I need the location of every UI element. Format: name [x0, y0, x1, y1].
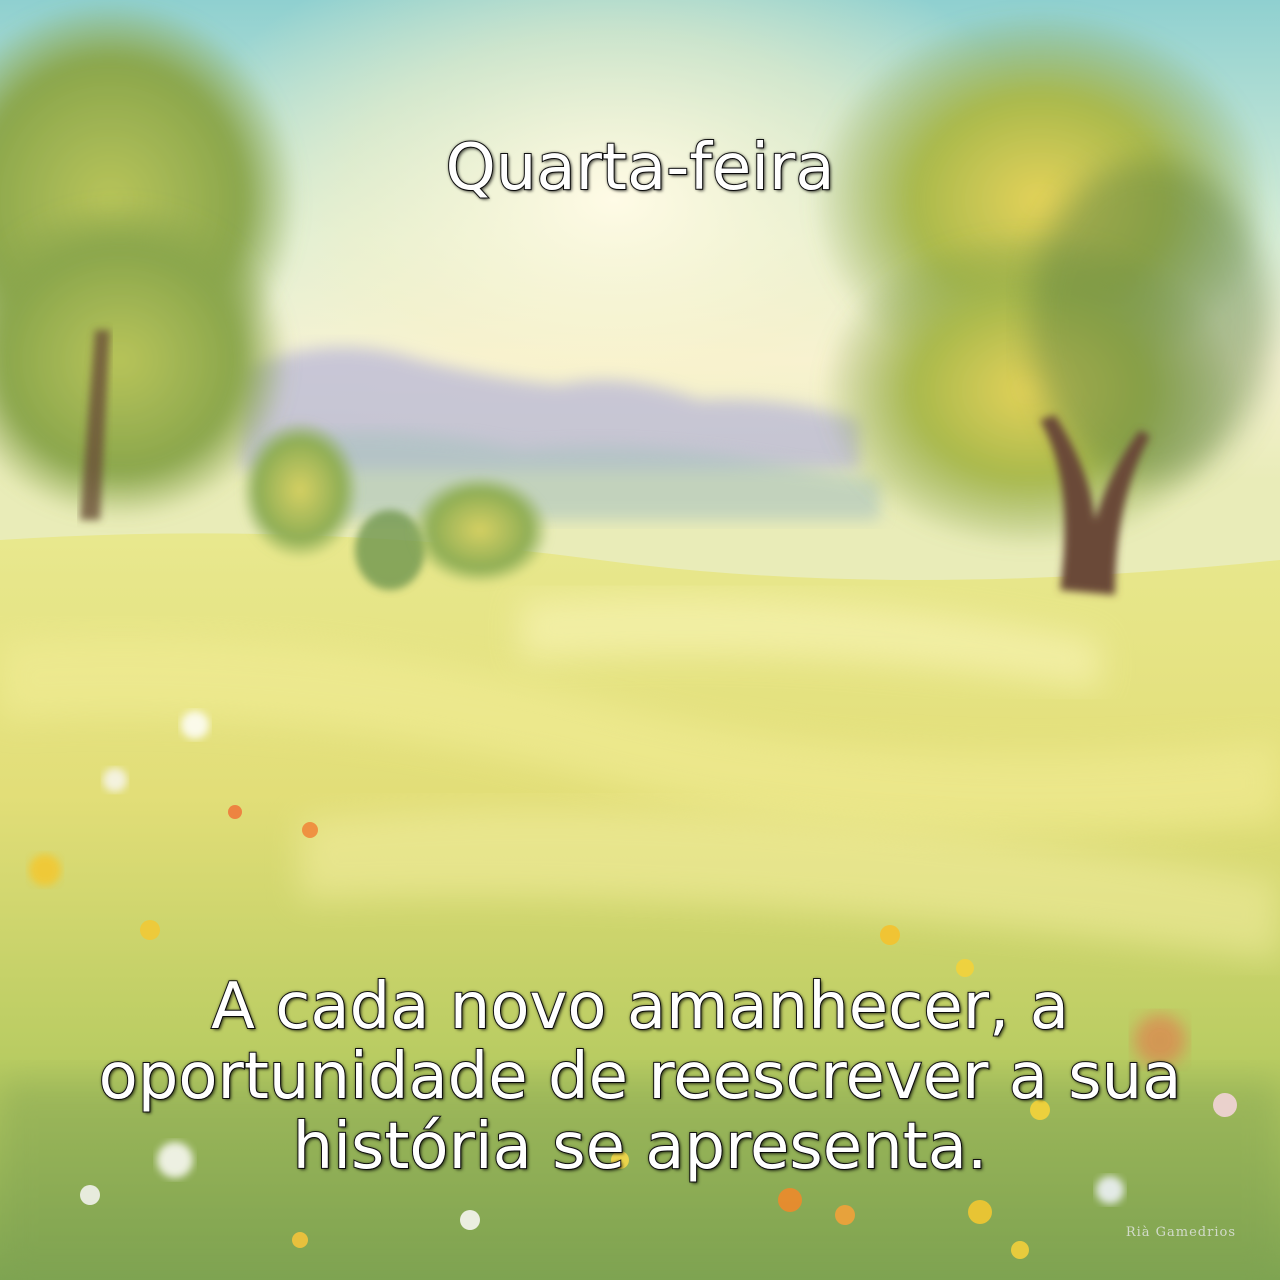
right-tree-shadow: [1030, 160, 1270, 480]
day-title: Quarta-feira: [445, 131, 835, 205]
bush: [240, 420, 360, 560]
artist-signature: Rià Gamedrios: [1125, 1225, 1236, 1240]
bush: [410, 475, 550, 585]
quote-text: [0, 972, 1280, 1182]
quote-line-1: A cada novo amanhecer, a: [211, 970, 1069, 1044]
quote-line-3: história se apresenta.: [292, 1110, 988, 1184]
quote-line-2: oportunidade de reescrever a sua: [98, 1040, 1182, 1114]
